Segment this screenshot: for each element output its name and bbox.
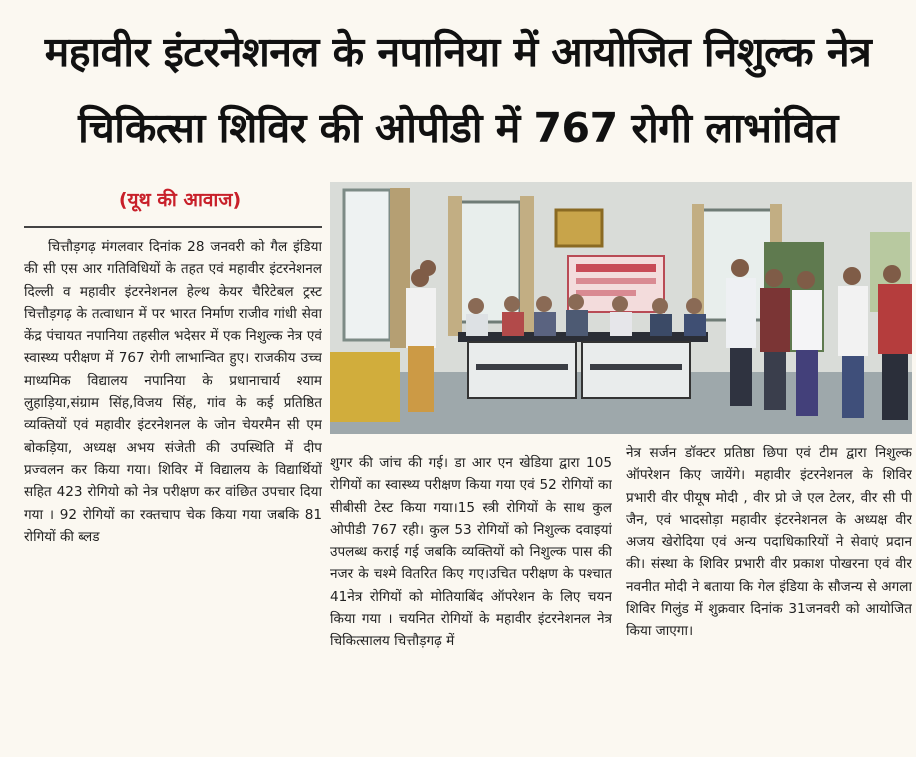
headline-line-2: चिकित्सा शिविर की ओपीडी में 767 रोगी लाभांवित	[78, 104, 838, 152]
byline: (यूथ की आवाज)	[118, 189, 242, 211]
article-paragraph: शुगर की जांच की गई। डा आर एन खेडिया द्वारा 105 रोगियों का स्वास्थ्य परीक्षण किया गया एवं 52 रोगियों का सीबीसी टेस्ट किया गया।15 स्त्री रोगियों के साथ कुल ओपीडी 767 रही। कुल 53 रोगियों को निशुल्क दवाइयां उपलब्ध कराई गई जबकि व्यक्तियों को निशुल्क पास की नजर के चश्मे वितरित किए गए।उचित परीक्षण के पश्चात 41नेत्र रोगियों को मोतियाबिंद ऑपरेशन के लिए चयन किया गया । चयनित रोगियों के महावीर इंटरनेशनल नेत्र चिकित्सालय चित्तौड़गढ़ में	[330, 455, 612, 650]
byline-divider	[24, 226, 322, 228]
event-photo	[330, 182, 912, 434]
article-paragraph: नेत्र सर्जन डॉक्टर प्रतिष्ठा छिपा एवं टीम द्वारा निशुल्क ऑपरेशन किए जायेंगे। महावीर इंटरनेशनल के शिविर प्रभारी वीर पीयूष मोदी , वीर प्रो जे एल टेलर, वीर सी पी जैन, एवं भादसोड़ा महावीर इंटरनेशनल के अध्यक्ष वीर अजय खेरोदिया एवं अन्य पदाधिकारियों ने सेवाएं प्रदान की। संस्था के शिविर प्रभारी वीर प्रकाश पोखरना एवं वीर नवनीत मोदी ने बताया कि गेल इंडिया के सौजन्य से अगला शिविर गिलुंड में शुक्रवार दिनांक 31जनवरी को आयोजित किया जाएगा।	[626, 445, 912, 640]
headline-line-1: महावीर इंटरनेशनल के नपानिया में आयोजित निशुल्क नेत्र	[44, 28, 872, 76]
article-column-2	[330, 452, 612, 736]
event-photo-illustration	[330, 182, 912, 434]
article-column-1	[24, 236, 322, 736]
article-column-3	[626, 442, 912, 736]
headline	[8, 14, 908, 176]
article-paragraph: चित्तौड़गढ़ मंगलवार दिनांक 28 जनवरी को गैल इंडिया की सी एस आर गतिविधियों के तहत एवं महावीर इंटरनेशनल दिल्ली व महावीर इंटरनेशनल हेल्थ केयर चैरिटेबल ट्रस्ट चित्तौड़गढ़ के तत्वाधान में पर भारत निर्माण राजीव गांधी सेवा केंद्र पंचायत नपानिया तहसील भदेसर में एक निशुल्क नेत्र एवं स्वास्थ्य परीक्षण में 767 रोगी लाभान्वित हुए। राजकीय उच्च माध्यमिक विद्यालय नपानिया के प्रधानाचार्य श्याम लुहाड़िया,संग्राम सिंह,विजय सिंह, गांव के कई प्रतिष्ठित व्यक्तियों एवं महावीर इंटरनेशनल के जोन चेयरमैन सी एम बोकड़िया, अध्यक्ष अभय संजेती की उपस्थिति में दीप प्रज्वलन कर किया गया। शिविर में विद्यालय के विद्यार्थियों सहित 423 रोगियो को नेत्र परीक्षण कर वांछित उपचार दिया गया । 92 रोगियों का रक्तचाप चेक किया गया जबकि 81 रोगियों की ब्लड	[24, 239, 322, 545]
